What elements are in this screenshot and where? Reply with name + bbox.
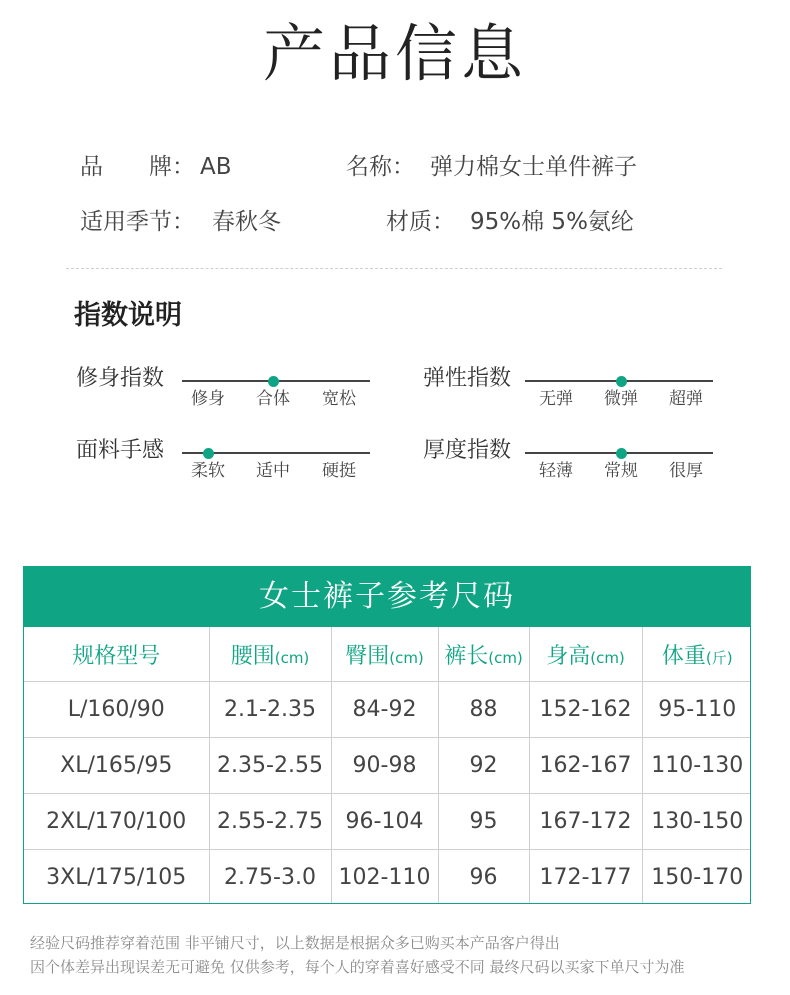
name-label: 名称： (346, 154, 415, 180)
index-marker-dot (203, 448, 214, 459)
note-line-1: 经验尺码推荐穿着范围 非平铺尺寸，以上数据是根据众多已购买本产品客户得出 (30, 934, 560, 952)
table-cell: 92 (438, 738, 529, 794)
table-row (24, 682, 751, 738)
table-cell: 102-110 (331, 850, 438, 905)
table-cell: 2.75-3.0 (209, 850, 331, 905)
index-option: 常规 (604, 461, 638, 481)
section-divider (66, 268, 722, 269)
table-cell: 2.1-2.35 (209, 682, 331, 738)
table-cell: 2XL/170/100 (24, 794, 209, 850)
index-item-fit (76, 364, 376, 414)
table-row (24, 850, 751, 905)
header-cell (642, 627, 751, 682)
header-text: 腰围 (230, 643, 275, 669)
table-cell: 150-170 (642, 850, 751, 905)
table-cell: 152-162 (529, 682, 642, 738)
table-cell: L/160/90 (24, 682, 209, 738)
brand-value: AB (200, 154, 232, 180)
table-cell: 162-167 (529, 738, 642, 794)
table-row (24, 794, 751, 850)
index-section-title: 指数说明 (74, 300, 182, 331)
table-cell: 2.35-2.55 (209, 738, 331, 794)
index-option: 微弹 (604, 389, 638, 409)
header-cell (529, 627, 642, 682)
table-cell: 96-104 (331, 794, 438, 850)
table-cell: 84-92 (331, 682, 438, 738)
size-table-header-row (24, 627, 751, 682)
table-cell: 167-172 (529, 794, 642, 850)
table-cell: 130-150 (642, 794, 751, 850)
table-cell: 172-177 (529, 850, 642, 905)
index-option: 修身 (191, 389, 225, 409)
header-text: 体重 (661, 643, 706, 669)
table-cell: 88 (438, 682, 529, 738)
header-text: 规格型号 (72, 643, 161, 669)
header-text: 身高 (546, 643, 591, 669)
brand-label: 品 牌： (80, 154, 195, 180)
index-item-hand-feel (76, 436, 376, 486)
season-label: 适用季节： (80, 209, 195, 235)
table-cell: XL/165/95 (24, 738, 209, 794)
table-cell: 90-98 (331, 738, 438, 794)
size-table-title: 女士裤子参考尺码 (24, 567, 750, 627)
header-unit: (cm) (488, 648, 523, 667)
note-line-2: 因个体差异出现误差无可避免 仅供参考，每个人的穿着喜好感受不同 最终尺码以买家下单尺寸为准 (30, 958, 685, 976)
table-cell: 3XL/175/105 (24, 850, 209, 905)
material-label: 材质： (386, 209, 455, 235)
size-table (23, 566, 751, 904)
header-unit: (cm) (274, 648, 310, 667)
season-value: 春秋冬 (212, 209, 281, 235)
table-cell: 95 (438, 794, 529, 850)
table-cell: 110-130 (642, 738, 751, 794)
header-cell (24, 627, 209, 682)
index-option: 轻薄 (539, 461, 573, 481)
table-cell: 96 (438, 850, 529, 905)
header-unit: (cm) (389, 648, 424, 667)
material-value: 95%棉 5%氨纶 (470, 209, 634, 235)
index-marker-dot (268, 376, 279, 387)
page-title: 产品信息 (262, 17, 527, 90)
header-text: 裤长 (444, 643, 489, 669)
index-option: 硬挺 (322, 461, 356, 481)
index-marker-dot (616, 376, 627, 387)
index-item-label: 修身指数 (76, 366, 165, 391)
index-item-elasticity (423, 364, 723, 414)
header-unit: (cm) (590, 648, 625, 667)
index-option: 很厚 (669, 461, 703, 481)
index-item-label: 弹性指数 (423, 366, 512, 391)
header-cell (438, 627, 529, 682)
size-table-grid (24, 627, 751, 904)
table-row (24, 738, 751, 794)
index-option: 无弹 (539, 389, 573, 409)
index-option: 柔软 (191, 461, 225, 481)
header-cell (331, 627, 438, 682)
index-item-thickness (423, 436, 723, 486)
index-marker-dot (616, 448, 627, 459)
header-unit: (斤) (705, 648, 733, 667)
index-option: 合体 (256, 389, 290, 409)
index-option: 适中 (256, 461, 290, 481)
index-option: 宽松 (322, 389, 356, 409)
index-item-label: 厚度指数 (423, 438, 512, 463)
header-text: 臀围 (345, 643, 390, 669)
table-cell: 95-110 (642, 682, 751, 738)
name-value: 弹力棉女士单件裤子 (430, 154, 637, 180)
index-item-label: 面料手感 (76, 438, 165, 463)
index-option: 超弹 (669, 389, 703, 409)
header-cell (209, 627, 331, 682)
table-cell: 2.55-2.75 (209, 794, 331, 850)
